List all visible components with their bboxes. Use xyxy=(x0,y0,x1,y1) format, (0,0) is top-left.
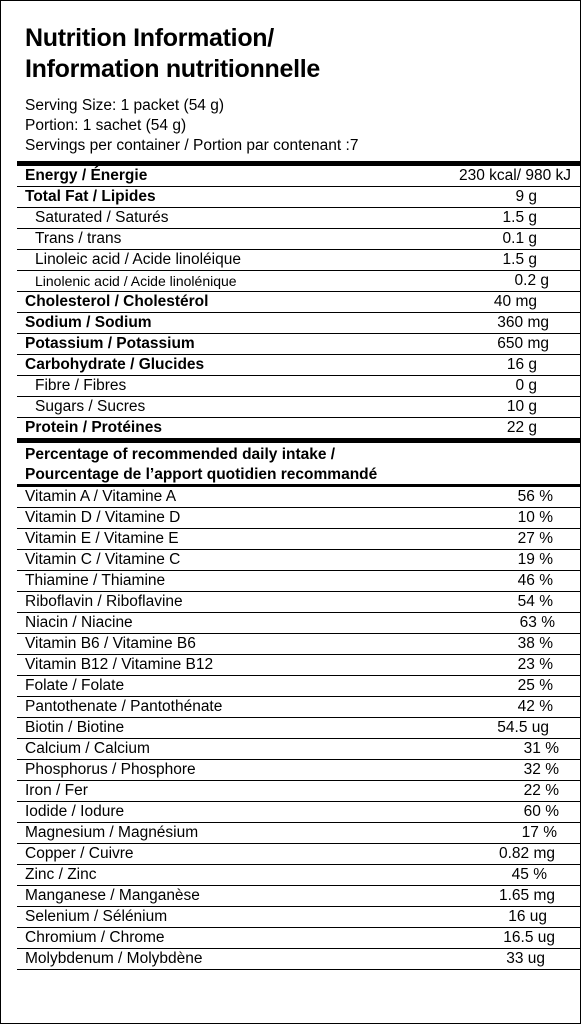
vitamin-label: Magnesium / Magnésium xyxy=(25,824,199,841)
vitamin-value: 31 % xyxy=(523,740,559,757)
vitamin-value: 63 % xyxy=(519,614,555,631)
vitamin-row xyxy=(17,529,581,550)
vitamin-value: 56 % xyxy=(517,488,553,505)
nutrient-label: Protein / Protéines xyxy=(25,419,162,436)
vitamin-label: Vitamin B6 / Vitamine B6 xyxy=(25,635,196,652)
daily-intake-header xyxy=(17,443,581,487)
nutrient-row-energy xyxy=(17,166,581,187)
nutrient-value: 0 g xyxy=(515,377,537,394)
daily-intake-header-french: Pourcentage de l’apport quotidien recommandé xyxy=(25,466,378,483)
nutrient-value: 10 g xyxy=(506,398,537,415)
vitamin-label: Chromium / Chrome xyxy=(25,929,165,946)
nutrient-row-cholesterol xyxy=(17,292,581,313)
nutrient-value: 0.2 g xyxy=(514,272,549,289)
vitamin-label: Phosphorus / Phosphore xyxy=(25,761,196,778)
nutrient-row-trans xyxy=(17,229,581,250)
vitamin-label: Manganese / Manganèse xyxy=(25,887,200,904)
vitamin-value: 32 % xyxy=(523,761,559,778)
nutrient-label: Cholesterol / Cholestérol xyxy=(25,293,209,310)
vitamin-row xyxy=(17,676,581,697)
title-english: Nutrition Information/ xyxy=(25,24,274,52)
serving-info xyxy=(25,96,565,156)
nutrient-label: Saturated / Saturés xyxy=(35,209,169,226)
nutrient-label: Fibre / Fibres xyxy=(35,377,127,394)
nutrient-label: Linoleic acid / Acide linoléique xyxy=(35,251,241,268)
vitamin-value: 54.5 ug xyxy=(497,719,549,736)
vitamin-row xyxy=(17,508,581,529)
title-french: Information nutritionnelle xyxy=(25,55,320,83)
vitamin-value: 0.82 mg xyxy=(498,845,555,862)
vitamin-row xyxy=(17,802,581,823)
nutrient-value: 230 kcal/ 980 kJ xyxy=(458,167,571,184)
nutrient-label: Total Fat / Lipides xyxy=(25,188,156,205)
vitamin-row xyxy=(17,781,581,802)
vitamin-row xyxy=(17,928,581,949)
nutrient-label: Carbohydrate / Glucides xyxy=(25,356,205,373)
vitamin-value: 1.65 mg xyxy=(498,887,555,904)
vitamin-value: 25 % xyxy=(517,677,553,694)
vitamin-value: 17 % xyxy=(521,824,557,841)
daily-intake-header-english: Percentage of recommended daily intake / xyxy=(25,446,336,463)
vitamin-row xyxy=(17,592,581,613)
nutrient-row-carbohydrate xyxy=(17,355,581,376)
nutrient-row-linolenic xyxy=(17,271,581,292)
vitamin-row xyxy=(17,718,581,739)
vitamin-label: Selenium / Sélénium xyxy=(25,908,168,925)
vitamin-row xyxy=(17,739,581,760)
vitamin-value: 16.5 ug xyxy=(503,929,555,946)
vitamin-value: 27 % xyxy=(517,530,553,547)
vitamin-row xyxy=(17,487,581,508)
vitamin-label: Folate / Folate xyxy=(25,677,125,694)
vitamin-row xyxy=(17,823,581,844)
vitamin-row xyxy=(17,571,581,592)
vitamin-label: Vitamin E / Vitamine E xyxy=(25,530,179,547)
vitamin-value: 22 % xyxy=(523,782,559,799)
vitamin-value: 38 % xyxy=(517,635,553,652)
vitamin-row xyxy=(17,550,581,571)
nutrient-row-potassium xyxy=(17,334,581,355)
nutrient-row-saturated xyxy=(17,208,581,229)
vitamin-label: Vitamin D / Vitamine D xyxy=(25,509,181,526)
nutrient-value: 1.5 g xyxy=(502,251,537,268)
vitamin-row xyxy=(17,634,581,655)
servings-per-container: Servings per container / Portion par contenant :7 xyxy=(25,137,359,154)
vitamin-value: 33 ug xyxy=(506,950,545,967)
nutrient-label: Sugars / Sucres xyxy=(35,398,146,415)
nutrient-value: 0.1 g xyxy=(502,230,537,247)
nutrient-label: Potassium / Potassium xyxy=(25,335,195,352)
vitamin-label: Iodide / Iodure xyxy=(25,803,125,820)
vitamin-value: 42 % xyxy=(517,698,553,715)
vitamin-row xyxy=(17,760,581,781)
vitamin-row xyxy=(17,907,581,928)
vitamin-label: Vitamin B12 / Vitamine B12 xyxy=(25,656,214,673)
nutrient-value: 9 g xyxy=(515,188,537,205)
nutrient-row-sugars xyxy=(17,397,581,418)
vitamin-value: 54 % xyxy=(517,593,553,610)
nutrient-value: 40 mg xyxy=(493,293,537,310)
vitamin-value: 46 % xyxy=(517,572,553,589)
vitamin-label: Thiamine / Thiamine xyxy=(25,572,166,589)
nutrient-row-total-fat xyxy=(17,187,581,208)
vitamin-row xyxy=(17,886,581,907)
vitamin-label: Vitamin C / Vitamine C xyxy=(25,551,181,568)
vitamin-row xyxy=(17,865,581,886)
vitamin-row xyxy=(17,655,581,676)
vitamin-value: 23 % xyxy=(517,656,553,673)
vitamin-label: Calcium / Calcium xyxy=(25,740,150,757)
nutrient-value: 360 mg xyxy=(497,314,549,331)
vitamin-label: Riboflavin / Riboflavine xyxy=(25,593,183,610)
vitamin-label: Molybdenum / Molybdène xyxy=(25,950,203,967)
vitamin-row xyxy=(17,844,581,865)
vitamin-value: 16 ug xyxy=(508,908,547,925)
vitamin-label: Vitamin A / Vitamine A xyxy=(25,488,177,505)
vitamin-value: 45 % xyxy=(511,866,547,883)
serving-size: Serving Size: 1 packet (54 g) xyxy=(25,97,225,114)
vitamin-label: Pantothenate / Pantothénate xyxy=(25,698,223,715)
nutrient-value: 22 g xyxy=(506,419,537,436)
nutrient-label: Sodium / Sodium xyxy=(25,314,152,331)
vitamin-value: 19 % xyxy=(517,551,553,568)
nutrient-row-sodium xyxy=(17,313,581,334)
nutrient-label: Energy / Énergie xyxy=(25,167,148,184)
nutrient-table xyxy=(17,161,581,970)
nutrient-row-protein xyxy=(17,418,581,443)
vitamin-row xyxy=(17,697,581,718)
vitamin-label: Zinc / Zinc xyxy=(25,866,97,883)
nutrient-label: Trans / trans xyxy=(35,230,122,247)
nutrient-value: 16 g xyxy=(506,356,537,373)
vitamin-label: Copper / Cuivre xyxy=(25,845,134,862)
vitamin-row xyxy=(17,949,581,970)
vitamin-row xyxy=(17,613,581,634)
vitamin-label: Biotin / Biotine xyxy=(25,719,125,736)
nutrient-label: Linolenic acid / Acide linolénique xyxy=(35,273,237,289)
serving-portion: Portion: 1 sachet (54 g) xyxy=(25,117,187,134)
vitamin-label: Niacin / Niacine xyxy=(25,614,133,631)
nutrient-value: 1.5 g xyxy=(502,209,537,226)
nutrient-row-fibre xyxy=(17,376,581,397)
vitamin-label: Iron / Fer xyxy=(25,782,88,799)
vitamin-value: 10 % xyxy=(517,509,553,526)
label-title xyxy=(25,23,565,85)
nutrient-value: 650 mg xyxy=(497,335,549,352)
nutrient-row-linoleic xyxy=(17,250,581,271)
vitamin-value: 60 % xyxy=(523,803,559,820)
vitamin-list xyxy=(17,487,581,970)
